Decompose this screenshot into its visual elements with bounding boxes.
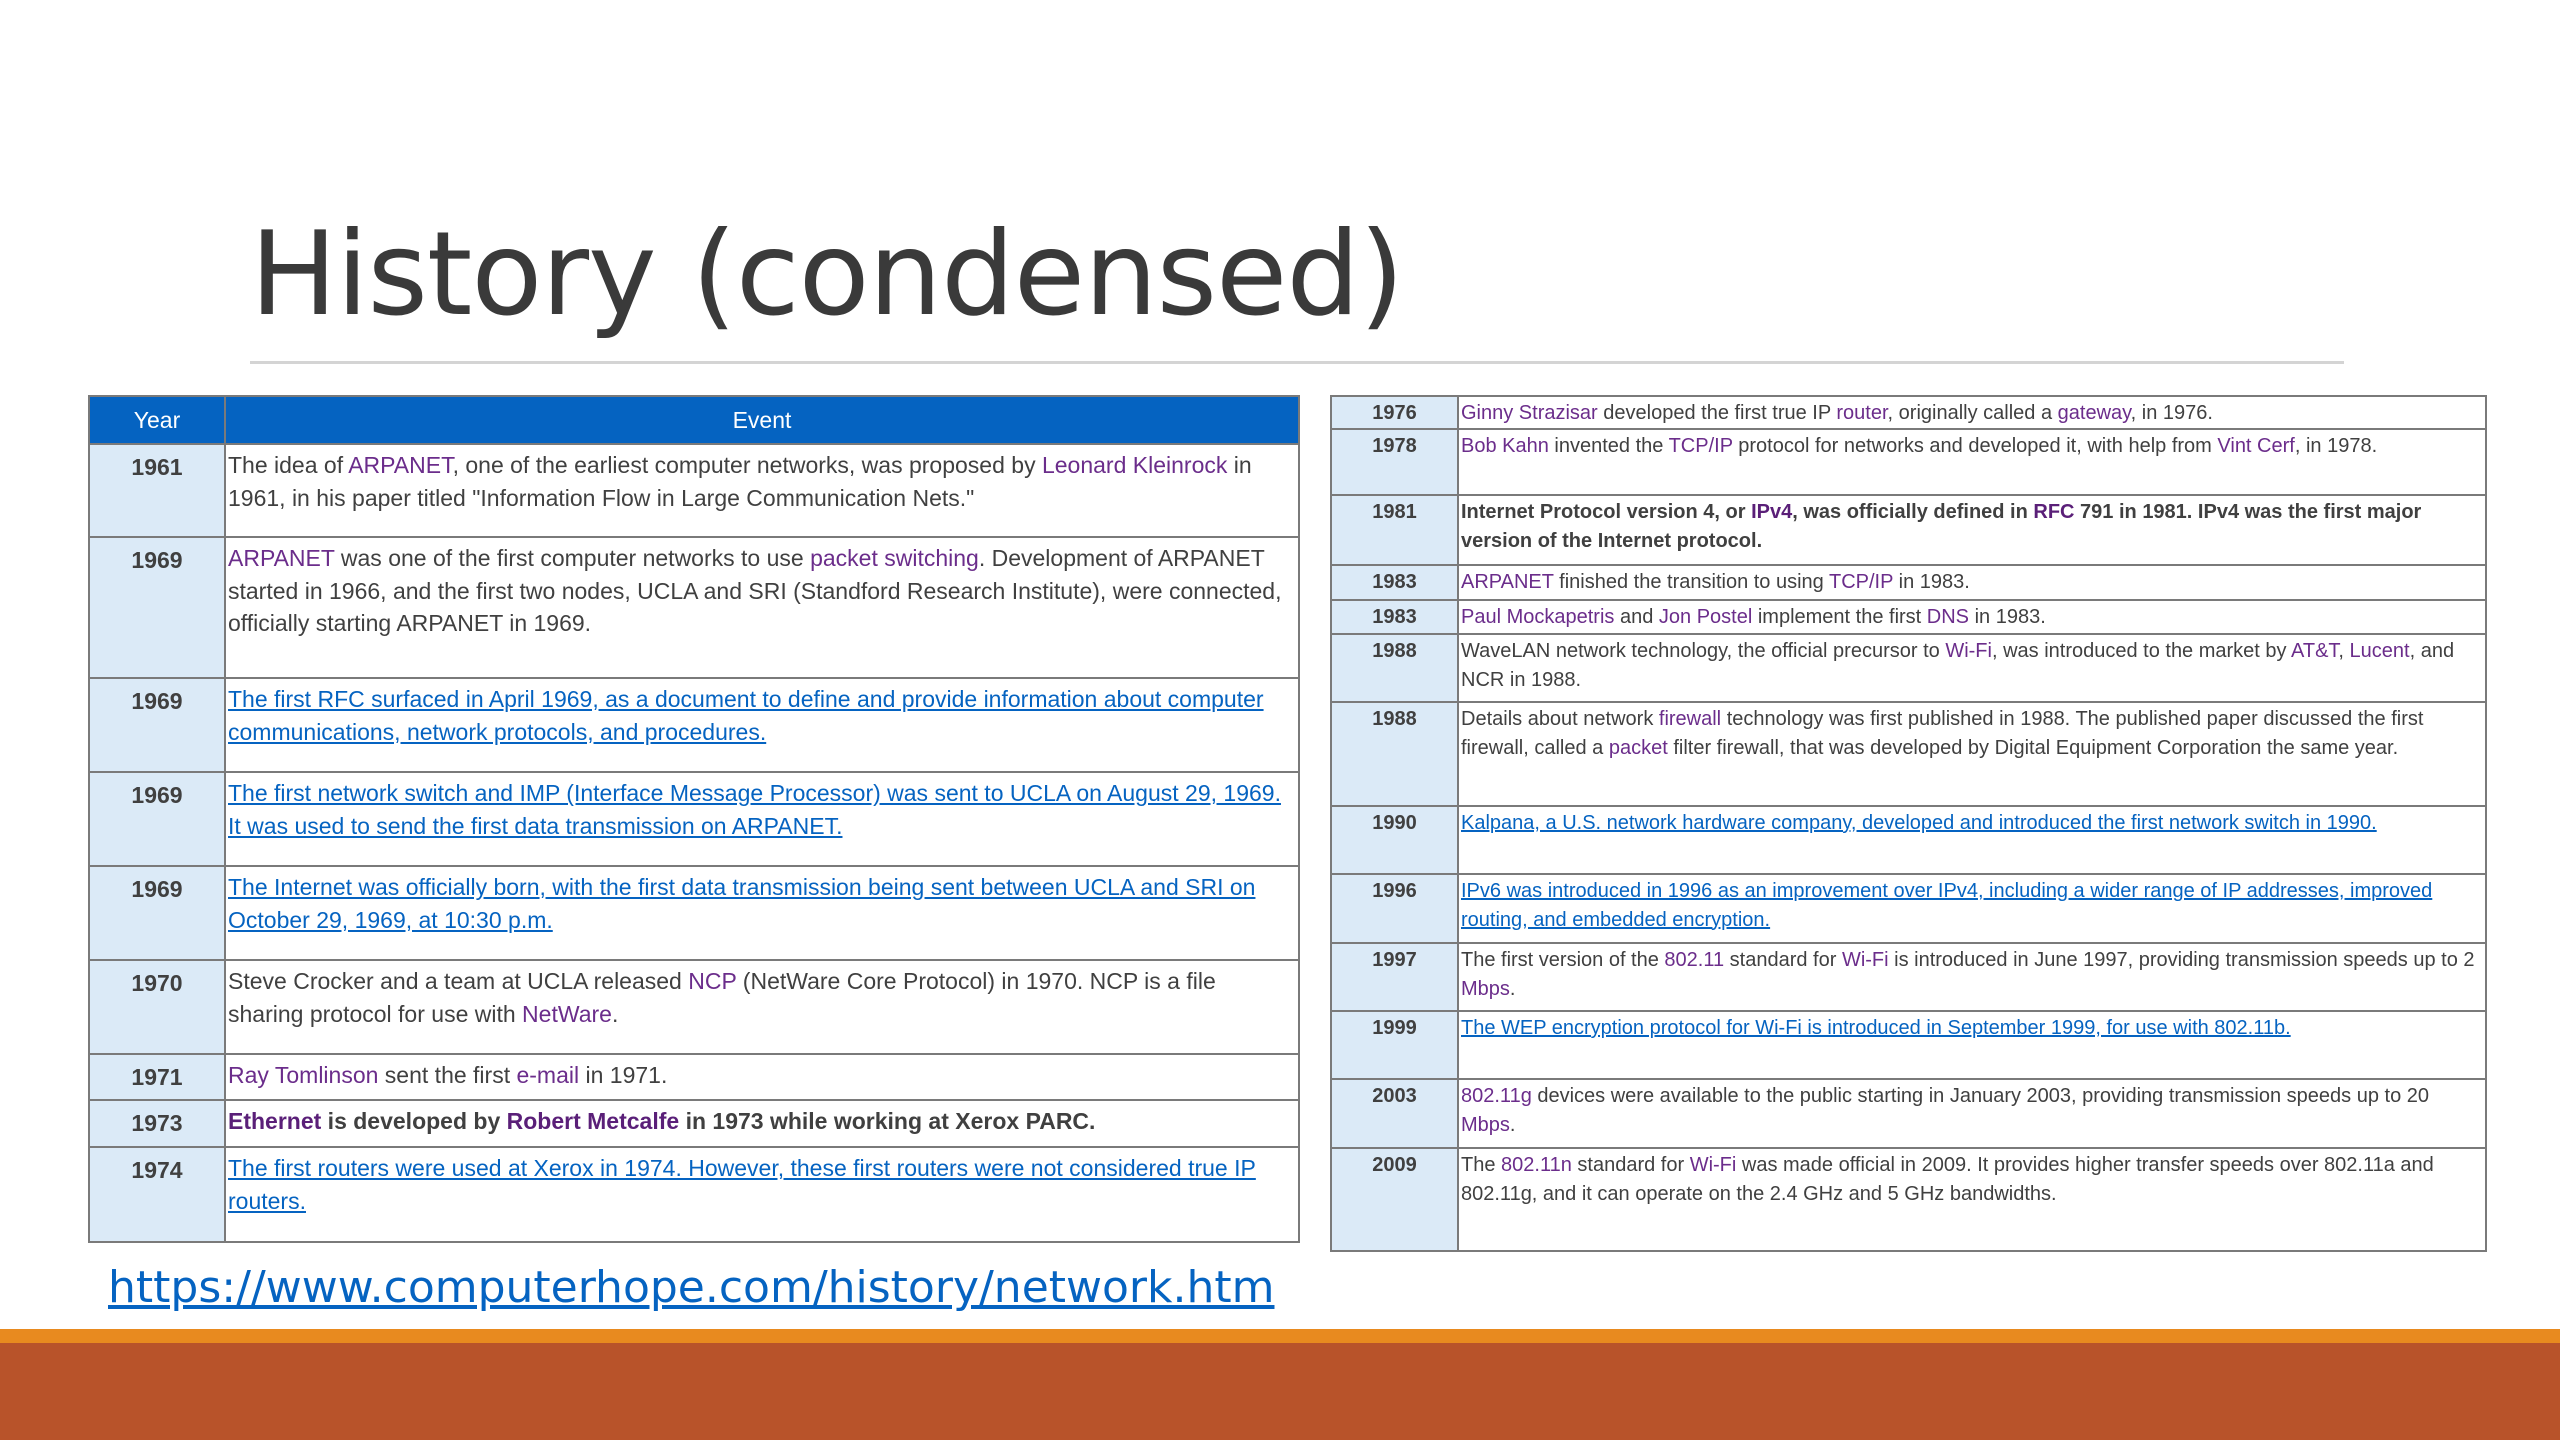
event-cell bbox=[1458, 1079, 2486, 1148]
term-link[interactable]: AT&T bbox=[2291, 640, 2339, 662]
term-link[interactable]: TCP/IP bbox=[1668, 435, 1733, 457]
event-text: , in 1978. bbox=[2294, 435, 2378, 457]
table-row bbox=[1331, 565, 2486, 600]
event-text: , was officially defined in bbox=[1792, 501, 2034, 523]
table-row bbox=[1331, 1011, 2486, 1079]
event-text: in 1983. bbox=[1969, 606, 2046, 628]
event-cell bbox=[1458, 874, 2486, 943]
event-text: standard for bbox=[1724, 949, 1842, 971]
event-cell bbox=[225, 866, 1299, 960]
event-cell bbox=[225, 1147, 1299, 1242]
year-cell: 1973 bbox=[89, 1100, 225, 1147]
year-cell: 1969 bbox=[89, 772, 225, 866]
source-link[interactable]: https://www.computerhope.com/history/network.htm bbox=[108, 1262, 1275, 1313]
event-cell bbox=[225, 772, 1299, 866]
event-text: WaveLAN network technology, the official precursor to bbox=[1461, 640, 1946, 662]
term-link[interactable]: IPv4 bbox=[1751, 501, 1793, 523]
term-link[interactable]: Ginny Strazisar bbox=[1461, 402, 1598, 424]
table-row bbox=[1331, 429, 2486, 495]
year-cell: 1970 bbox=[89, 960, 225, 1054]
term-link[interactable]: Paul Mockapetris bbox=[1461, 606, 1615, 628]
table-row bbox=[1331, 874, 2486, 943]
event-text: , was introduced to the market by bbox=[1991, 640, 2291, 662]
event-text: Steve Crocker and a team at UCLA released bbox=[228, 968, 689, 994]
event-text: technology was first published in 1988. The published paper discussed the first firewall, called a bbox=[1461, 708, 2424, 759]
table-row bbox=[89, 772, 1299, 866]
event-text: , one of the earliest computer networks, was proposed by bbox=[452, 452, 1042, 478]
term-link[interactable]: Ray Tomlinson bbox=[228, 1062, 379, 1088]
footer-band bbox=[0, 1343, 2560, 1440]
footer-stripe-orange bbox=[0, 1329, 2560, 1343]
year-cell: 1981 bbox=[1331, 495, 1458, 565]
term-link[interactable]: Wi-Fi bbox=[1945, 640, 1992, 662]
term-link[interactable]: firewall bbox=[1658, 708, 1722, 730]
event-text: protocol for networks and developed it, with help from bbox=[1732, 435, 2218, 457]
term-link[interactable]: 802.11 bbox=[1664, 949, 1725, 971]
term-link[interactable]: router bbox=[1836, 402, 1888, 424]
year-cell: 1996 bbox=[1331, 874, 1458, 943]
year-cell: 1969 bbox=[89, 537, 225, 678]
history-table-left bbox=[88, 395, 1300, 1243]
year-cell: 2003 bbox=[1331, 1079, 1458, 1148]
event-text: is developed by bbox=[321, 1108, 507, 1134]
event-cell bbox=[225, 678, 1299, 772]
term-link[interactable]: NCP bbox=[688, 968, 737, 994]
event-text: . bbox=[1509, 977, 1516, 1000]
event-text: The first version of the bbox=[1461, 949, 1665, 971]
event-text: , bbox=[2338, 640, 2350, 662]
event-text: Details about network bbox=[1461, 708, 1659, 730]
term-link[interactable]: packet bbox=[1608, 736, 1668, 759]
event-text: sent the first bbox=[378, 1062, 517, 1088]
table-row bbox=[89, 1054, 1299, 1100]
term-link[interactable]: Bob Kahn bbox=[1461, 435, 1549, 457]
table-row bbox=[89, 866, 1299, 960]
event-cell bbox=[1458, 702, 2486, 806]
event-cell bbox=[1458, 943, 2486, 1011]
term-link[interactable]: TCP/IP bbox=[1829, 571, 1894, 593]
term-link[interactable]: e-mail bbox=[516, 1062, 580, 1088]
event-cell bbox=[1458, 600, 2486, 634]
event-text: 791 in 1981. IPv4 was the first major version of the Internet protocol. bbox=[1461, 501, 2422, 552]
event-text: implement the first bbox=[1752, 606, 1927, 628]
table-row bbox=[89, 678, 1299, 772]
table-row bbox=[1331, 1148, 2486, 1251]
year-cell: 1961 bbox=[89, 444, 225, 537]
year-cell: 1976 bbox=[1331, 396, 1458, 429]
term-link[interactable]: Wi-Fi bbox=[1689, 1154, 1737, 1176]
event-cell bbox=[1458, 634, 2486, 702]
event-cell bbox=[1458, 495, 2486, 565]
event-text: standard for bbox=[1571, 1154, 1690, 1176]
term-link[interactable]: Mbps bbox=[1461, 977, 1510, 1000]
term-link[interactable]: Lucent bbox=[2349, 640, 2410, 662]
term-link[interactable]: 802.11g bbox=[1461, 1085, 1532, 1107]
event-text: was made official in 2009. It provides higher transfer speeds over 802.11a and 802.11g, and it can operate on the 2.4 GHz and 5 GHz bandwidths. bbox=[1461, 1154, 2434, 1205]
table-row bbox=[1331, 1079, 2486, 1148]
event-cell bbox=[225, 1054, 1299, 1100]
year-cell: 1969 bbox=[89, 678, 225, 772]
event-cell bbox=[1458, 429, 2486, 495]
event-text: . Development of ARPANET started in 1966, and the first two nodes, UCLA and SRI (Standford Research Institute), were connected, officially starting ARPANET in 1969. bbox=[228, 545, 1282, 636]
table-row bbox=[89, 444, 1299, 537]
year-cell: 1988 bbox=[1331, 702, 1458, 806]
year-cell: 1969 bbox=[89, 866, 225, 960]
year-cell: 1990 bbox=[1331, 806, 1458, 874]
event-cell bbox=[225, 1100, 1299, 1147]
table-row bbox=[1331, 943, 2486, 1011]
table-row bbox=[89, 1100, 1299, 1147]
event-cell bbox=[1458, 1011, 2486, 1079]
event-text: is introduced in June 1997, providing transmission speeds up to 2 bbox=[1888, 949, 2475, 971]
year-cell: 1983 bbox=[1331, 565, 1458, 600]
year-cell: 1988 bbox=[1331, 634, 1458, 702]
event-cell bbox=[225, 537, 1299, 678]
event-link[interactable]: The WEP encryption protocol for Wi-Fi is introduced in September 1999, for use with 802.11b. bbox=[1461, 1017, 2291, 1039]
year-cell: 1999 bbox=[1331, 1011, 1458, 1079]
event-text: The idea of bbox=[228, 452, 349, 478]
event-text: developed the first true IP bbox=[1597, 402, 1837, 424]
event-text: in 1971. bbox=[579, 1062, 668, 1088]
event-text: devices were available to the public starting in January 2003, providing transmission speeds up to 20 bbox=[1531, 1085, 2429, 1107]
term-link[interactable]: Mbps bbox=[1461, 1113, 1510, 1136]
term-link[interactable]: Vint Cerf bbox=[2217, 435, 2295, 457]
event-column-header: Event bbox=[225, 396, 1299, 444]
event-cell bbox=[1458, 565, 2486, 600]
event-text: Internet Protocol version 4, or bbox=[1461, 501, 1752, 523]
term-link[interactable]: packet switching bbox=[810, 545, 979, 571]
term-link[interactable]: gateway bbox=[2057, 402, 2131, 424]
table-row bbox=[1331, 495, 2486, 565]
term-link[interactable]: Ethernet bbox=[228, 1108, 322, 1134]
event-text: The bbox=[1461, 1154, 1502, 1176]
table-row bbox=[89, 537, 1299, 678]
term-link[interactable]: ARPANET bbox=[348, 452, 453, 478]
table-row bbox=[1331, 600, 2486, 634]
term-link[interactable]: Wi-Fi bbox=[1841, 949, 1889, 971]
right-table-body bbox=[1331, 396, 2486, 1251]
year-cell: 1997 bbox=[1331, 943, 1458, 1011]
year-cell: 1971 bbox=[89, 1054, 225, 1100]
term-link[interactable]: NetWare bbox=[522, 1000, 612, 1027]
left-table-body bbox=[89, 444, 1299, 1242]
event-text: . bbox=[611, 1000, 619, 1027]
year-cell: 1978 bbox=[1331, 429, 1458, 495]
event-link[interactable]: The first routers were used at Xerox in 1974. However, these first routers were not considered true IP routers. bbox=[228, 1155, 1256, 1214]
year-column-header: Year bbox=[89, 396, 225, 444]
term-link[interactable]: Leonard Kleinrock bbox=[1041, 452, 1228, 478]
event-text: , originally called a bbox=[1887, 402, 2058, 424]
event-cell bbox=[225, 444, 1299, 537]
event-text: finished the transition to using bbox=[1553, 571, 1829, 593]
event-text: . bbox=[1509, 1113, 1516, 1136]
term-link[interactable]: Robert Metcalfe bbox=[506, 1108, 680, 1134]
table-row bbox=[1331, 702, 2486, 806]
table-header-row bbox=[89, 396, 1299, 444]
event-cell bbox=[1458, 806, 2486, 874]
term-link[interactable]: Jon Postel bbox=[1658, 606, 1753, 628]
event-text: and bbox=[1614, 606, 1659, 628]
event-cell bbox=[1458, 1148, 2486, 1251]
event-cell bbox=[1458, 396, 2486, 429]
table-row bbox=[89, 960, 1299, 1054]
event-text: in 1961, in his paper titled "Information Flow in Large Communication Nets." bbox=[228, 452, 1252, 511]
event-text: was one of the first computer networks to use bbox=[334, 545, 811, 571]
event-text: (NetWare Core Protocol) in 1970. NCP is a file sharing protocol for use with bbox=[228, 968, 1216, 1027]
term-link[interactable]: RFC bbox=[2033, 501, 2075, 523]
event-cell bbox=[225, 960, 1299, 1054]
term-link[interactable]: ARPANET bbox=[228, 545, 335, 571]
event-link[interactable]: Kalpana, a U.S. network hardware company, developed and introduced the first network switch in 1990. bbox=[1461, 812, 2377, 834]
event-text: invented the bbox=[1548, 435, 1669, 457]
year-cell: 1974 bbox=[89, 1147, 225, 1242]
term-link[interactable]: ARPANET bbox=[1461, 571, 1554, 593]
event-text: filter firewall, that was developed by Digital Equipment Corporation the same year. bbox=[1667, 736, 2399, 759]
term-link[interactable]: 802.11n bbox=[1501, 1154, 1572, 1176]
slide-title: History (condensed) bbox=[250, 207, 1404, 342]
title-divider bbox=[250, 361, 2344, 364]
table-row bbox=[1331, 806, 2486, 874]
history-table-right bbox=[1330, 395, 2487, 1252]
year-cell: 2009 bbox=[1331, 1148, 1458, 1251]
event-link[interactable]: IPv6 was introduced in 1996 as an improvement over IPv4, including a wider range of IP addresses, improved routing, and embedded encryption. bbox=[1461, 880, 2433, 931]
year-cell: 1983 bbox=[1331, 600, 1458, 634]
table-row bbox=[1331, 634, 2486, 702]
table-row bbox=[1331, 396, 2486, 429]
event-text: , and NCR in 1988. bbox=[1461, 640, 2455, 691]
event-link[interactable]: The first RFC surfaced in April 1969, as a document to define and provide information about computer communications, network protocols, and procedures. bbox=[228, 686, 1264, 745]
term-link[interactable]: DNS bbox=[1926, 606, 1970, 628]
event-text: , in 1976. bbox=[2130, 402, 2213, 424]
event-text: in 1973 while working at Xerox PARC. bbox=[679, 1108, 1096, 1134]
event-link[interactable]: The first network switch and IMP (Interface Message Processor) was sent to UCLA on August 29, 1969. It was used to send the first data transmission on ARPANET. bbox=[228, 780, 1281, 839]
table-row bbox=[89, 1147, 1299, 1242]
event-link[interactable]: The Internet was officially born, with the first data transmission being sent between UCLA and SRI on October 29, 1969, at 10:30 p.m. bbox=[228, 874, 1256, 933]
event-text: in 1983. bbox=[1893, 571, 1970, 593]
